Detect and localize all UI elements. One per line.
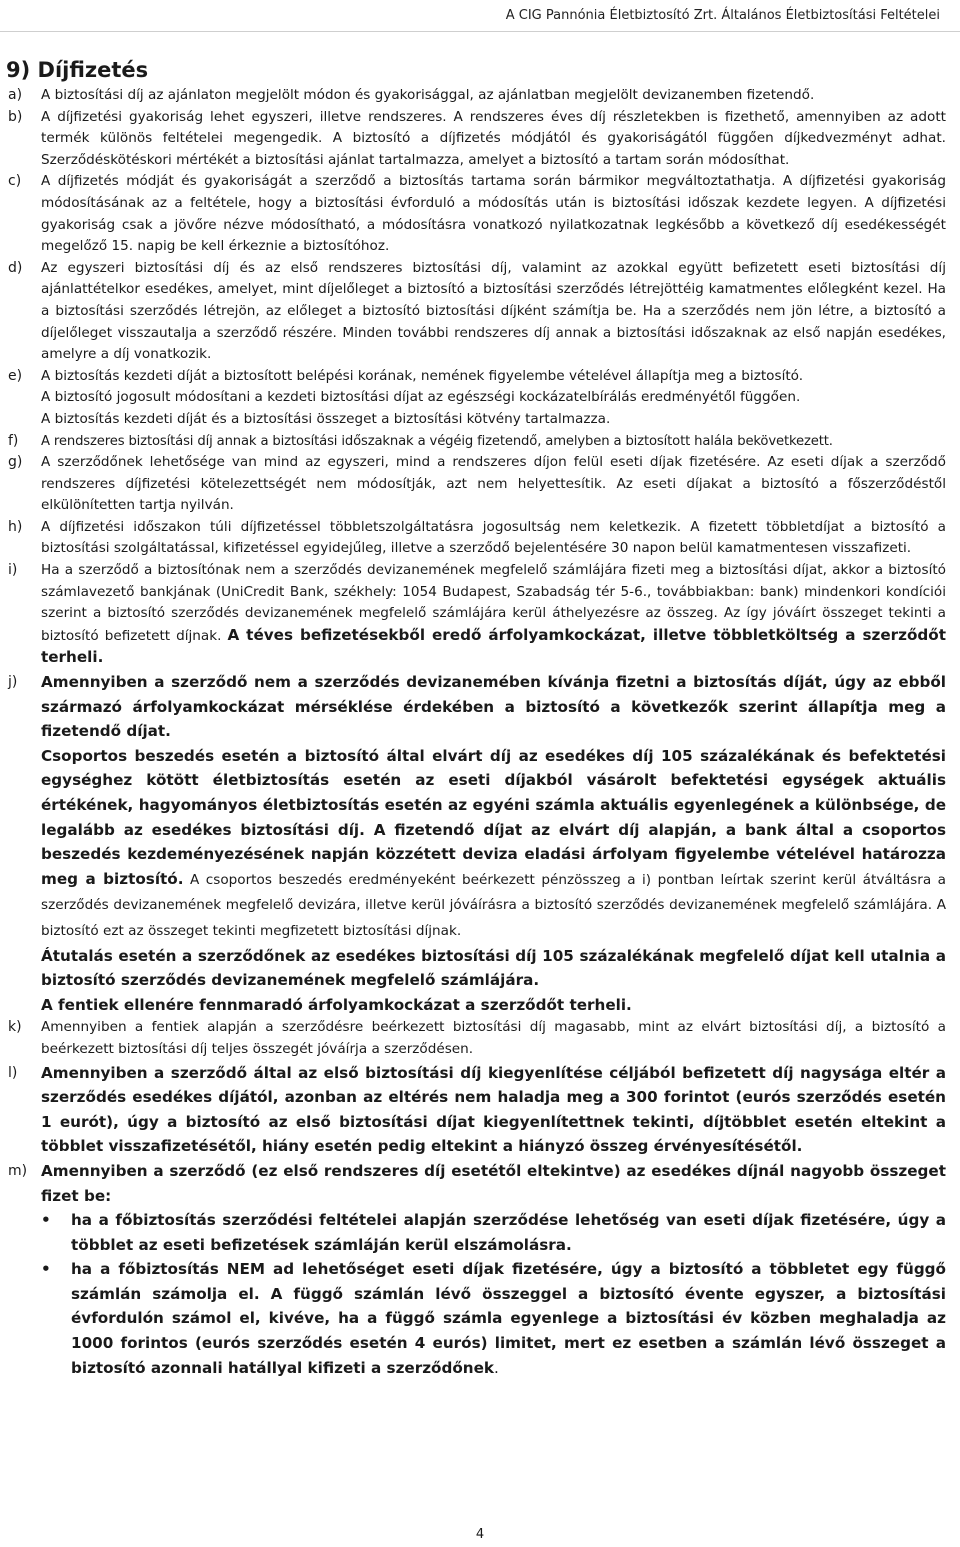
clause-paragraph: A biztosítás kezdeti díját és a biztosítási összeget a biztosítási kötvény tartalmazza. <box>41 410 611 427</box>
clause-bold-text: A téves befizetésekből eredő árfolyamkockázat, illetve többletköltség a szerződőt terheli. <box>41 625 946 667</box>
clause-b <box>8 107 946 172</box>
clause-label: g) <box>8 454 23 471</box>
clause-label: b) <box>8 108 23 125</box>
clause-text: Az egyszeri biztosítási díj és az első rendszeres biztosítási díj, valamint az azokkal együtt befizetett eseti biztosítási díj ajánlattételkor esedékes, amelyet, mint díjelőleget a biztosító a biztosítási szerződés létrejöttéig kamatmentes előlegként kezel. Ha a biztosítási szerződés létrejön, az előleget a biztosító biztosítási díjként számítja be. Ha a szerződés nem jön létre, a biztosító a díjelőleget visszautalja a szerződő részére. Minden további rendszeres díj annak a biztosítási időszaknak az első napján esedékes, amelyre a díj vonatkozik. <box>41 259 946 363</box>
clause-m <box>8 1159 946 1380</box>
clause-text: A biztosítási díj az ajánlaton megjelölt módon és gyakorisággal, az ajánlatban megjelölt devizanemben fizetendő. <box>41 87 815 103</box>
clause-plain-text: A csoportos beszedés eredményeként beérkezett pénzösszeg a i) pontban leírtak szerint kerül átváltásra a szerződés devizanemének megfelelő devizára, illetve kerül jóváírásra a biztosító szerződés devizanemének megfelelő számlájára. A biztosító ezt az összeget tekinti megfizetett biztosítási díjnak. <box>41 871 946 939</box>
clause-h <box>8 517 946 560</box>
clause-l <box>8 1061 946 1159</box>
clause-text: A rendszeres biztosítási díj annak a biztosítási időszaknak a végéig fizetendő, amelyben a biztosított halála bekövetkezett. <box>41 433 833 449</box>
clause-text: A díjfizetési időszakon túli díjfizetéssel többletszolgáltatásra jogosultság nem keletkezik. A fizetett többletdíjat a biztosító a biztosítási szolgáltatással, kifizetéssel egyidejűleg, illetve a szerződő bejelentésére 30 napon belül kamatmentesen visszafizeti. <box>41 518 946 557</box>
clause-text: A díjfizetés módját és gyakoriságát a szerződő a biztosítás tartama során bármikor megváltoztathatja. A díjfizetési gyakoriság módosításának az a feltétele, hogy a biztosítási évforduló a módosítás után is biztosítási időszak kezdete legyen. A díjfizetési gyakoriság csak a jövőre nézve módosítható, a módosításra vonatkozó nyilatkozatnak legkésőbb a következő díj esedékességét megelőző 15. napig be kell érkeznie a biztosítóhoz. <box>41 173 946 255</box>
bullet-icon: • <box>41 1211 51 1230</box>
clause-text <box>41 560 946 670</box>
clause-text: A szerződőnek lehetősége van mind az egyszeri, mind a rendszeres díjon felül eseti díjak fizetésére. Az eseti díjak a szerződő rendszeres díjfizetési kötelezettségét nem módosítják, azt nem helyettesítik. Az eseti díjakat a biztosító a főszerződéstől elkülönítetten tartja nyilván. <box>41 454 946 514</box>
clause-bold-text: Csoportos beszedés esetén a biztosító által elvárt díj az esedékes díj 105 százalékának és befektetési egységhez kötött életbiztosítás esetén az eseti díjakból vásárolt befektetési egységek aktuális értékének, hagyományos életbiztosítás esetén az egyéni számla aktuális egyenlegének a különbsége, de legalább az esedékes biztosítási díj. A fizetendő díjat az elvárt díj alapján, a bank által a csoportos beszedés kezdeményezésének napján közzétett deviza eladási árfolyam figyelembe vételével határozza meg a biztosító. <box>41 746 946 888</box>
clause-paragraph: Amennyiben a szerződő (ez első rendszeres díj esetétől eltekintve) az esedékes díjnál nagyobb összeget fizet be: <box>41 1161 946 1205</box>
clause-label: h) <box>8 518 23 535</box>
clause-a <box>8 85 946 107</box>
clause-label: k) <box>8 1019 22 1036</box>
clause-f <box>8 431 946 453</box>
clause-text <box>41 366 946 431</box>
clause-label: j) <box>8 674 18 691</box>
clause-j <box>8 670 946 1017</box>
bullet-text: ha a főbiztosítás NEM ad lehetőséget eseti díjak fizetésére, úgy a biztosító a többletet egy függő számlán számolja el. A függő számlán lévő összeggel a biztosító évente egyszer, a biztosítási évfordulón számol el, kivéve, ha a függő számla egyenlege a biztosítási év közben meghaladja az 1000 forintos (eurós szerződés esetén 4 eurós) limitet, mert ez esetben a számlán lévő összeget a biztosító azonnali hatállyal kifizeti a szerződőnek <box>71 1260 946 1377</box>
bullet-icon: • <box>41 1260 51 1279</box>
clause-text <box>41 670 946 1017</box>
clause-paragraph: A fentiek ellenére fennmaradó árfolyamkockázat a szerződőt terheli. <box>41 995 632 1014</box>
clause-text: Amennyiben a fentiek alapján a szerződésre beérkezett biztosítási díj magasabb, mint az elvárt biztosítási díj, a biztosító a beérkezett biztosítási díj teljes összegét jóváírja a szerződésen. <box>41 1019 946 1057</box>
clause-label: e) <box>8 367 23 384</box>
running-header: A CIG Pannónia Életbiztosító Zrt. Általános Életbiztosítási Feltételei <box>505 8 940 23</box>
clause-paragraph: A biztosítás kezdeti díját a biztosított belépési korának, nemének figyelembe vételével állapítja meg a biztosító. <box>41 367 804 384</box>
bullet-item <box>41 1208 946 1257</box>
clause-c <box>8 171 946 257</box>
page-number: 4 <box>475 1527 485 1542</box>
bullet-tail: . <box>494 1358 499 1377</box>
clause-k <box>8 1017 946 1060</box>
bullet-list <box>41 1208 946 1380</box>
clause-label: a) <box>8 87 23 103</box>
clause-paragraph: Amennyiben a szerződő nem a szerződés devizanemében kívánja fizetni a biztosítás díját, úgy az ebből származó árfolyamkockázat mérséklése érdekében a biztosító a következők szerint állapítja meg a fizetendő díjat. <box>41 673 946 741</box>
clause-paragraph <box>41 744 946 944</box>
clause-text: Amennyiben a szerződő által az első biztosítási díj kiegyenlítése céljából befizetett díj nagysága eltér a szerződés esedékes díjától, azonban az eltérés nem haladja meg a 300 forintot (eurós szerződés esetén 1 eurót), úgy a biztosító az első biztosítási díjat kiegyenlítettnek tekinti, díjtöbblet esetén eltekint a többlet visszafizetésétől, hiány esetén pedig eltekint a hiányzó összeg érvényesítésétől. <box>41 1063 946 1156</box>
clause-paragraph: A biztosító jogosult módosítani a kezdeti biztosítási díjat az egészségi kockázatelbírálás eredményétől függően. <box>41 389 801 406</box>
clause-text: A díjfizetési gyakoriság lehet egyszeri, illetve rendszeres. A rendszeres éves díj részletekben is fizethető, amennyiben az adott termék különös feltételei megengedik. A biztosító a díjfizetés módjától és gyakoriságától függően díjkedvezményt adhat. Szerződéskötéskori mértékét a biztosítási ajánlat tartalmazza, amelyet a biztosító a tartam során módosíthat. <box>41 108 946 168</box>
clause-label: f) <box>8 432 19 449</box>
clause-label: d) <box>8 259 23 276</box>
clause-label: c) <box>8 173 22 190</box>
clause-label: i) <box>8 562 18 579</box>
clause-paragraph: Átutalás esetén a szerződőnek az esedékes biztosítási díj 105 százalékának megfelelő díjat kell utalnia a biztosító szerződés devizanemének megfelelő számlájára. <box>41 946 946 990</box>
clause-text <box>41 1159 946 1380</box>
clause-i <box>8 560 946 670</box>
clause-d <box>8 258 946 366</box>
clause-label: l) <box>8 1064 18 1081</box>
header-rule <box>0 31 960 32</box>
bullet-item <box>41 1257 946 1380</box>
section-body <box>8 85 946 1380</box>
bullet-text: ha a főbiztosítás szerződési feltételei alapján szerződése lehetőség van eseti díjak fizetésére, úgy a többlet az eseti befizetések számláján kerül elszámolásra. <box>71 1211 946 1254</box>
clause-e <box>8 366 946 431</box>
clause-g <box>8 452 946 517</box>
clause-label: m) <box>8 1162 28 1179</box>
section-title: 9) Díjfizetés <box>6 58 149 82</box>
clause-plain-text: Ha a szerződő a biztosítónak nem a szerződés devizanemének megfelelő számlájára fizeti meg a biztosítási díjat, akkor a biztosító számlavezető bankjának (UniCredit Bank, székhely: 1054 Budapest, Szabadság tér 5-6., továbbiakban: bank) mindenkori kondíciói szerint a biztosító szerződés devizanemének megfelelő számlájára kerül áthelyezésre az összeg. Az így jóváírt összeget tekinti a biztosító befizetett díjnak. <box>41 562 946 644</box>
